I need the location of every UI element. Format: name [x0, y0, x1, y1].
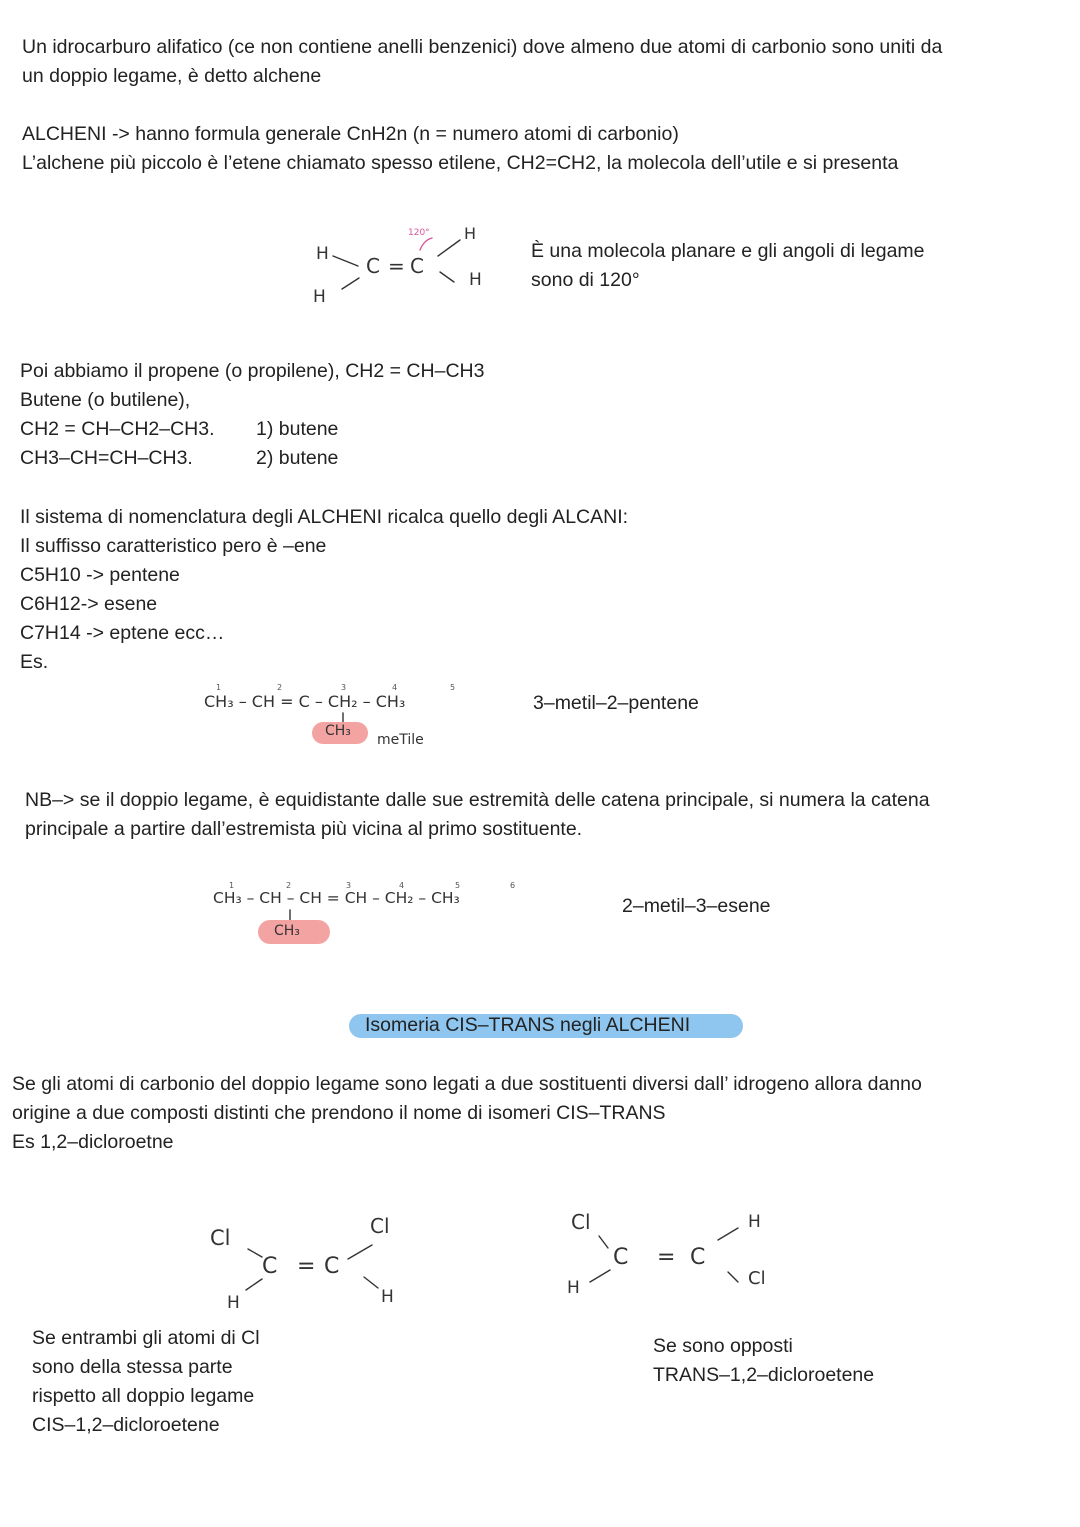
intro-line-1: Un idrocarburo alifatico (ce non contiene anelli benzenici) dove almeno due atomi di carbonio sono uniti da — [22, 36, 943, 58]
carbon-number: 3 — [346, 881, 352, 890]
etene-c2: C — [410, 254, 424, 278]
alcheni-line-2: L’alchene più piccolo è l’etene chiamato spesso etilene, CH2=CH2, la molecola dell’utile e si presenta — [22, 152, 899, 174]
trans-c2: C — [690, 1245, 706, 1270]
carbon-number: 1 — [216, 683, 222, 692]
carbon-number: 2 — [286, 881, 292, 890]
planar-line-2: sono di 120° — [531, 269, 640, 291]
etene-h-bottom-right: H — [469, 270, 482, 290]
cis-double-bond: = — [297, 1254, 316, 1279]
carbon-number: 4 — [392, 683, 398, 692]
trans-text-1: Se sono opposti — [653, 1335, 793, 1357]
trans-cl-left: Cl — [571, 1210, 591, 1234]
cis-h-left: H — [227, 1293, 240, 1313]
etene-h-top-left: H — [316, 244, 329, 264]
cis-text-1: Se entrambi gli atomi di Cl — [32, 1327, 260, 1349]
nomenclature-line-1: Il sistema di nomenclatura degli ALCHENI ricalca quello degli ALCANI: — [20, 506, 629, 528]
section-title: Isomeria CIS–TRANS negli ALCHENI — [365, 1014, 691, 1036]
intro-line-2: un doppio legame, è detto alchene — [22, 65, 322, 87]
nb-line-2: principale a partire dall’estremista più vicina al primo sostituente. — [25, 818, 583, 840]
propene-line: Poi abbiamo il propene (o propilene), CH2 = CH–CH3 — [20, 360, 485, 382]
angle-label: 120° — [408, 228, 430, 238]
butene-2-formula: CH3–CH=CH–CH3. — [20, 447, 193, 469]
pentene-line: C5H10 -> pentene — [20, 564, 180, 586]
cis-cl-left: Cl — [210, 1226, 231, 1250]
eptene-line: C7H14 -> eptene ecc… — [20, 622, 225, 644]
trans-cl-right: Cl — [748, 1268, 766, 1289]
example-1-formula: CH₃ – CH = C – CH₂ – CH₃ — [204, 692, 406, 711]
trans-double-bond: = — [657, 1245, 676, 1270]
alcheni-line-1: ALCHENI -> hanno formula generale CnH2n (n = numero atomi di carbonio) — [22, 123, 679, 145]
etene-double-bond: = — [388, 254, 405, 278]
cistrans-line-3: Es 1,2–dicloroetne — [12, 1131, 174, 1153]
nb-line-1: NB–> se il doppio legame, è equidistante dalle sue estremità delle catena principale, si numera la catena — [25, 789, 930, 811]
metile-note: meTile — [377, 732, 424, 748]
example-2-formula: CH₃ – CH – CH = CH – CH₂ – CH₃ — [213, 889, 460, 907]
nomenclature-line-2: Il suffisso caratteristico pero è –ene — [20, 535, 327, 557]
cis-text-3: rispetto all doppio legame — [32, 1385, 255, 1407]
etene-c1: C — [366, 254, 380, 278]
trans-h-right: H — [748, 1212, 761, 1232]
cis-cl-right: Cl — [370, 1214, 390, 1238]
cis-c1: C — [262, 1254, 278, 1279]
trans-c1: C — [613, 1245, 629, 1270]
cistrans-line-1: Se gli atomi di carbonio del doppio legame sono legati a due sostituenti diversi dall’ idrogeno allora danno — [12, 1073, 922, 1095]
carbon-number: 5 — [455, 881, 461, 890]
etene-h-bottom-left: H — [313, 287, 326, 307]
carbon-number: 6 — [510, 881, 516, 890]
cistrans-line-2: origine a due composti distinti che prendono il nome di isomeri CIS–TRANS — [12, 1102, 666, 1124]
example-label: Es. — [20, 651, 49, 673]
planar-line-1: È una molecola planare e gli angoli di legame — [531, 240, 925, 262]
cis-text-2: sono della stessa parte — [32, 1356, 233, 1378]
butene-1-name: 1) butene — [256, 418, 339, 440]
butene-2-name: 2) butene — [256, 447, 339, 469]
butene-line: Butene (o butilene), — [20, 389, 191, 411]
carbon-number: 5 — [450, 683, 456, 692]
cis-text-4: CIS–1,2–dicloroetene — [32, 1414, 220, 1436]
butene-1-formula: CH2 = CH–CH2–CH3. — [20, 418, 215, 440]
example-1-name: 3–metil–2–pentene — [533, 692, 699, 714]
cis-h-right: H — [381, 1287, 394, 1307]
etene-h-top-right: H — [464, 224, 477, 243]
trans-bonds — [0, 0, 1, 1]
carbon-number: 1 — [229, 881, 235, 890]
trans-h-left: H — [567, 1278, 580, 1298]
carbon-number: 4 — [399, 881, 405, 890]
substituent-ch3: CH₃ — [274, 923, 300, 939]
carbon-number: 3 — [341, 683, 347, 692]
carbon-number: 2 — [277, 683, 283, 692]
esene-line: C6H12-> esene — [20, 593, 158, 615]
substituent-ch3: CH₃ — [325, 723, 351, 739]
trans-text-2: TRANS–1,2–dicloroetene — [653, 1364, 875, 1386]
example-2-name: 2–metil–3–esene — [622, 895, 771, 917]
cis-c2: C — [324, 1254, 340, 1279]
